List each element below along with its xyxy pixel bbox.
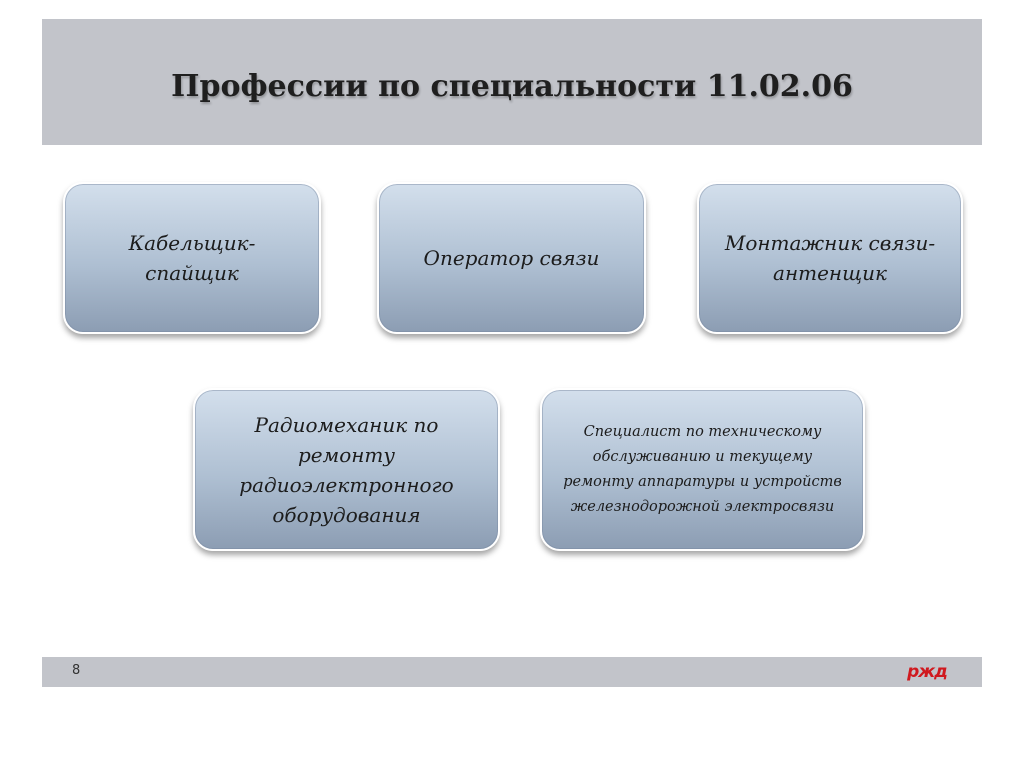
slide-title: Профессии по специальности 11.02.06 (171, 69, 853, 104)
profession-box-radio-mechanic (193, 388, 500, 551)
profession-label: Оператор связи (423, 246, 600, 270)
rzd-logo-icon: ржд (907, 662, 947, 682)
page-number: 8 (72, 663, 81, 678)
profession-box-communications-operator (377, 182, 646, 334)
profession-label: Монтажник связи-антенщик (724, 231, 936, 285)
profession-box-cable-splicer (63, 182, 321, 334)
title-band (42, 19, 982, 145)
profession-box-maintenance-specialist (540, 388, 865, 551)
profession-label: Специалист по техническому обслуживанию и текущему ремонту аппаратуры и устройств железнодорожной электросвязи (563, 423, 842, 515)
profession-box-antenna-installer (697, 182, 963, 334)
profession-label: Радиомеханик по ремонту радиоэлектронного оборудования (239, 412, 454, 527)
profession-label: Кабельщик-спайщик (128, 231, 256, 285)
footer-band (42, 657, 982, 687)
